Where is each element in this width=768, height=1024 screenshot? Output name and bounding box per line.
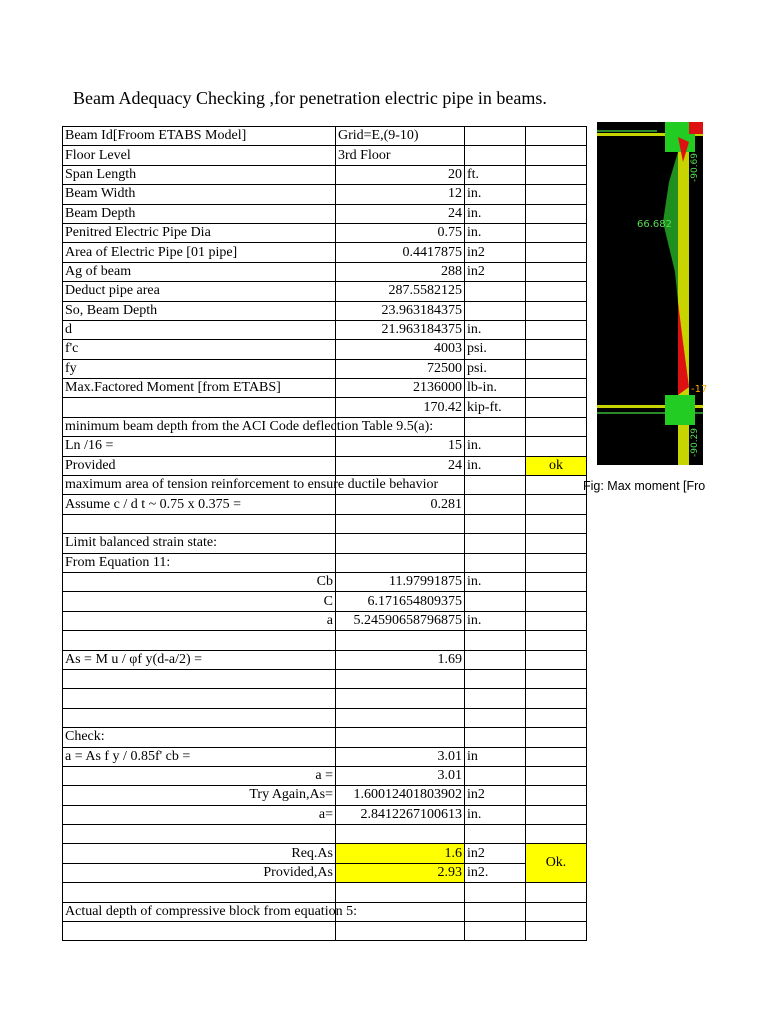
table-row	[63, 282, 587, 301]
cell-status[interactable]	[526, 825, 587, 844]
table-row	[63, 747, 587, 766]
cell-label[interactable]	[63, 417, 434, 436]
cell-value[interactable]	[336, 631, 465, 650]
cell-value[interactable]: 1.6	[336, 844, 465, 863]
cell-value[interactable]: 3.01	[336, 747, 465, 766]
cell-unit[interactable]: in2	[465, 262, 526, 281]
cell-label[interactable]	[63, 514, 336, 533]
cell-value[interactable]: 12	[336, 185, 465, 204]
cell-status[interactable]	[526, 728, 587, 747]
cell-status[interactable]	[526, 204, 587, 223]
cell-status[interactable]	[526, 631, 587, 650]
cell-label[interactable]	[63, 883, 336, 902]
cell-status[interactable]	[526, 437, 587, 456]
table-row	[63, 592, 587, 611]
cell-status[interactable]	[526, 223, 587, 242]
cell-value[interactable]	[336, 825, 465, 844]
cell-label[interactable]: C	[63, 592, 336, 611]
cell-value[interactable]: 4003	[336, 340, 465, 359]
cell-unit[interactable]	[465, 922, 526, 941]
cell-value[interactable]: 11.97991875	[336, 572, 465, 591]
cell-unit[interactable]	[465, 825, 526, 844]
cell-label[interactable]: Beam Width	[63, 185, 336, 204]
cell-label-text: minimum beam depth from the ACI Code deflection Table 9.5(a):	[65, 418, 434, 434]
cell-status[interactable]	[526, 165, 587, 184]
cell-unit[interactable]	[465, 417, 526, 436]
cell-unit[interactable]: in2	[465, 243, 526, 262]
cell-unit[interactable]: in.	[465, 805, 526, 824]
table-row	[63, 669, 587, 688]
table-row	[63, 514, 587, 533]
cell-value[interactable]: Grid=E,(9-10)	[336, 127, 465, 146]
cell-unit[interactable]: in.	[465, 456, 526, 475]
cell-label[interactable]: Floor Level	[63, 146, 336, 165]
cell-unit[interactable]	[465, 883, 526, 902]
cell-unit[interactable]: lb-in.	[465, 379, 526, 398]
cell-label[interactable]: fy	[63, 359, 336, 378]
cell-unit[interactable]	[465, 766, 526, 785]
cell-status[interactable]: Ok.	[526, 844, 587, 883]
cell-label[interactable]: Beam Depth	[63, 204, 336, 223]
cell-status[interactable]	[526, 747, 587, 766]
cell-label[interactable]	[63, 689, 336, 708]
cell-value[interactable]	[336, 708, 465, 727]
table-row	[63, 185, 587, 204]
cell-unit[interactable]	[465, 514, 526, 533]
cell-status[interactable]	[526, 185, 587, 204]
table-row	[63, 825, 587, 844]
cell-value[interactable]	[336, 514, 465, 533]
cell-value[interactable]: 15	[336, 437, 465, 456]
cell-label[interactable]: a =	[63, 766, 336, 785]
cell-unit[interactable]: in2.	[465, 863, 526, 882]
cell-label[interactable]: f'c	[63, 340, 336, 359]
table-row	[63, 320, 587, 339]
cell-unit[interactable]	[465, 534, 526, 553]
cell-status[interactable]	[526, 476, 587, 495]
cell-status[interactable]	[526, 127, 587, 146]
cell-label[interactable]	[63, 398, 336, 417]
cell-label[interactable]: a=	[63, 805, 336, 824]
table-row	[63, 301, 587, 320]
table-row	[63, 650, 587, 669]
table-row	[63, 476, 587, 495]
cell-unit[interactable]: in.	[465, 572, 526, 591]
cell-value[interactable]	[336, 922, 465, 941]
cell-label[interactable]: As = M u / φf y(d-a/2) =	[63, 650, 336, 669]
cell-value[interactable]: 0.281	[336, 495, 465, 514]
table-row	[63, 534, 587, 553]
cell-unit[interactable]: kip-ft.	[465, 398, 526, 417]
cell-unit[interactable]	[465, 902, 526, 921]
cell-status[interactable]	[526, 786, 587, 805]
cell-unit[interactable]	[465, 728, 526, 747]
cell-unit[interactable]	[465, 650, 526, 669]
cell-label[interactable]: From Equation 11:	[63, 553, 336, 572]
table-row	[63, 495, 587, 514]
cell-label[interactable]	[63, 825, 336, 844]
cell-unit[interactable]: in.	[465, 437, 526, 456]
cell-label[interactable]: Max.Factored Moment [from ETABS]	[63, 379, 336, 398]
cell-value[interactable]: 3.01	[336, 766, 465, 785]
cell-status[interactable]	[526, 572, 587, 591]
cell-status[interactable]	[526, 359, 587, 378]
table-row	[63, 127, 587, 146]
cell-label[interactable]: Limit balanced strain state:	[63, 534, 336, 553]
cell-unit[interactable]: psi.	[465, 359, 526, 378]
cell-status[interactable]	[526, 146, 587, 165]
cell-value[interactable]: 287.5582125	[336, 282, 465, 301]
cell-value[interactable]: 3rd Floor	[336, 146, 465, 165]
table-row	[63, 437, 587, 456]
cell-value[interactable]: 24	[336, 456, 465, 475]
cell-value[interactable]	[336, 669, 465, 688]
cell-unit[interactable]	[465, 495, 526, 514]
table-row	[63, 786, 587, 805]
table-row	[63, 146, 587, 165]
cell-value[interactable]: 1.60012401803902	[336, 786, 465, 805]
table-row	[63, 728, 587, 747]
table-row	[63, 805, 587, 824]
cell-status[interactable]	[526, 534, 587, 553]
table-row	[63, 340, 587, 359]
cell-label[interactable]	[63, 631, 336, 650]
cell-label[interactable]: Assume c / d t ~ 0.75 x 0.375 =	[63, 495, 336, 514]
cell-unit[interactable]	[465, 127, 526, 146]
cell-label[interactable]: Deduct pipe area	[63, 282, 336, 301]
cell-label[interactable]: Provided	[63, 456, 336, 475]
cell-status[interactable]	[526, 514, 587, 533]
table-row	[63, 689, 587, 708]
cell-status[interactable]	[526, 805, 587, 824]
cell-status[interactable]	[526, 262, 587, 281]
cell-value[interactable]	[336, 689, 465, 708]
cell-status[interactable]	[526, 902, 587, 921]
cell-unit[interactable]	[465, 669, 526, 688]
table-row	[63, 165, 587, 184]
cell-value[interactable]	[336, 553, 465, 572]
cell-status[interactable]	[526, 379, 587, 398]
cell-status[interactable]: ok	[526, 456, 587, 475]
cell-label[interactable]: a = As f y / 0.85f' cb =	[63, 747, 336, 766]
cell-label[interactable]: Ln /16 =	[63, 437, 336, 456]
cell-label[interactable]: Req.As	[63, 844, 336, 863]
cell-label[interactable]	[63, 902, 357, 921]
table-row	[63, 708, 587, 727]
cell-label[interactable]: Area of Electric Pipe [01 pipe]	[63, 243, 336, 262]
cell-unit[interactable]: in	[465, 747, 526, 766]
cell-label[interactable]: Cb	[63, 572, 336, 591]
cell-label[interactable]	[63, 476, 439, 495]
cell-value[interactable]: 6.171654809375	[336, 592, 465, 611]
moment-label-edge: -17	[691, 384, 708, 395]
table-row	[63, 359, 587, 378]
cell-unit[interactable]: in2	[465, 844, 526, 863]
cell-value[interactable]: 21.963184375	[336, 320, 465, 339]
cell-status[interactable]	[526, 398, 587, 417]
cell-unit[interactable]	[465, 592, 526, 611]
table-row	[63, 883, 587, 902]
cell-unit[interactable]	[465, 282, 526, 301]
cell-unit[interactable]: in2	[465, 786, 526, 805]
cell-label[interactable]: Beam Id[Froom ETABS Model]	[63, 127, 336, 146]
calculation-table	[62, 126, 587, 941]
cell-unit[interactable]	[465, 146, 526, 165]
cell-label[interactable]: d	[63, 320, 336, 339]
cell-status[interactable]	[526, 340, 587, 359]
cell-label[interactable]: a	[63, 611, 336, 630]
cell-status[interactable]	[526, 301, 587, 320]
cell-unit[interactable]	[465, 631, 526, 650]
cell-status[interactable]	[526, 922, 587, 941]
cell-label[interactable]	[63, 708, 336, 727]
cell-label[interactable]: Ag of beam	[63, 262, 336, 281]
moment-label-bottom: -90.29	[690, 427, 700, 457]
table-row	[63, 379, 587, 398]
cell-value[interactable]: 170.42	[336, 398, 465, 417]
table-row	[63, 223, 587, 242]
table-row	[63, 922, 587, 941]
cell-value[interactable]: 20	[336, 165, 465, 184]
table-row	[63, 398, 587, 417]
cell-unit[interactable]: ft.	[465, 165, 526, 184]
figure-caption: Fig: Max moment [Fro	[583, 479, 706, 493]
cell-status[interactable]	[526, 553, 587, 572]
cell-value[interactable]: 2136000	[336, 379, 465, 398]
cell-unit[interactable]	[465, 476, 526, 495]
cell-status[interactable]	[526, 708, 587, 727]
table-row	[63, 631, 587, 650]
cell-value[interactable]	[336, 728, 465, 747]
etabs-moment-figure	[597, 122, 708, 465]
table-row	[63, 204, 587, 223]
cell-status[interactable]	[526, 417, 587, 436]
cell-label[interactable]: Span Length	[63, 165, 336, 184]
cell-status[interactable]	[526, 320, 587, 339]
cell-value[interactable]: 72500	[336, 359, 465, 378]
cell-unit[interactable]: in.	[465, 320, 526, 339]
table-row	[63, 417, 587, 436]
moment-diagram	[597, 122, 708, 465]
cell-unit[interactable]: in.	[465, 223, 526, 242]
table-row	[63, 243, 587, 262]
cell-label[interactable]: Check:	[63, 728, 336, 747]
cell-value[interactable]: 24	[336, 204, 465, 223]
cell-status[interactable]	[526, 883, 587, 902]
cell-status[interactable]	[526, 766, 587, 785]
cell-value[interactable]: 1.69	[336, 650, 465, 669]
cell-value[interactable]	[336, 534, 465, 553]
cell-value[interactable]: 0.75	[336, 223, 465, 242]
moment-label-mid: 66.682	[637, 219, 672, 230]
cell-value[interactable]	[336, 883, 465, 902]
cell-unit[interactable]	[465, 301, 526, 320]
table-row	[63, 902, 587, 921]
cell-status[interactable]	[526, 592, 587, 611]
cell-status[interactable]	[526, 243, 587, 262]
cell-status[interactable]	[526, 282, 587, 301]
cell-label[interactable]: So, Beam Depth	[63, 301, 336, 320]
cell-status[interactable]	[526, 611, 587, 630]
table-row	[63, 766, 587, 785]
table-row	[63, 863, 587, 882]
cell-label[interactable]	[63, 669, 336, 688]
cell-status[interactable]	[526, 650, 587, 669]
cell-label-text: Actual depth of compressive block from equation 5:	[65, 903, 357, 919]
cell-unit[interactable]: psi.	[465, 340, 526, 359]
table-row	[63, 572, 587, 591]
cell-value[interactable]: 5.24590658796875	[336, 611, 465, 630]
table-row	[63, 456, 587, 475]
cell-label-text: maximum area of tension reinforcement to ensure ductile behavior	[65, 477, 439, 493]
cell-unit[interactable]: in.	[465, 204, 526, 223]
cell-value[interactable]: 23.963184375	[336, 301, 465, 320]
page-title: Beam Adequacy Checking ,for penetration electric pipe in beams.	[73, 88, 547, 108]
cell-status[interactable]	[526, 689, 587, 708]
cell-value[interactable]: 0.4417875	[336, 243, 465, 262]
cell-status[interactable]	[526, 495, 587, 514]
cell-label[interactable]: Penitred Electric Pipe Dia	[63, 223, 336, 242]
cell-label[interactable]	[63, 922, 336, 941]
table-row	[63, 262, 587, 281]
table-row	[63, 611, 587, 630]
cell-status[interactable]	[526, 669, 587, 688]
cell-value[interactable]: 2.93	[336, 863, 465, 882]
cell-label[interactable]: Provided,As	[63, 863, 336, 882]
table-row	[63, 844, 587, 863]
cell-unit[interactable]	[465, 553, 526, 572]
cell-unit[interactable]	[465, 708, 526, 727]
moment-label-top: -90.69	[690, 152, 700, 182]
cell-value[interactable]: 288	[336, 262, 465, 281]
table-row	[63, 553, 587, 572]
cell-value[interactable]: 2.8412267100613	[336, 805, 465, 824]
cell-unit[interactable]: in.	[465, 611, 526, 630]
cell-unit[interactable]	[465, 689, 526, 708]
cell-unit[interactable]: in.	[465, 185, 526, 204]
cell-label[interactable]: Try Again,As=	[63, 786, 336, 805]
